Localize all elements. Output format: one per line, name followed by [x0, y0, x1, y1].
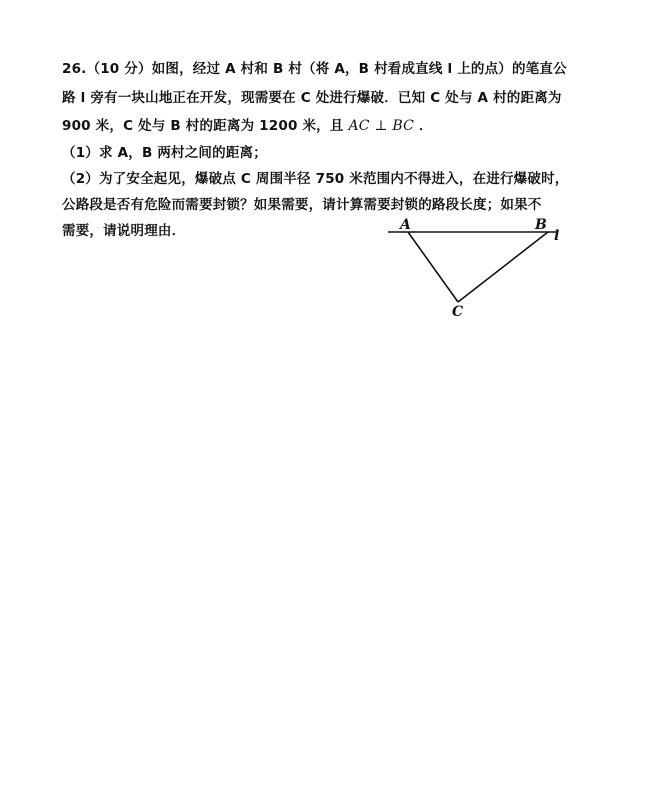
- question-2-line-1: （2）为了安全起见，爆破点 C 周围半径 750 米范围内不得进入，在进行爆破时，: [62, 171, 569, 187]
- problem-line-3-end: ．: [418, 118, 433, 134]
- problem-line-3: [62, 117, 433, 135]
- segment-bc: [458, 232, 548, 302]
- problem-line-3-text: 900 米，C 处与 B 村的距离为 1200 米，且: [62, 118, 344, 134]
- question-2-line-3: 需要，请说明理由．: [62, 223, 186, 239]
- label-a: A: [400, 217, 411, 233]
- question-1: （1）求 A，B 两村之间的距离；: [62, 145, 267, 161]
- segment-ac: [408, 232, 458, 302]
- label-c: C: [452, 304, 464, 320]
- label-l: l: [554, 228, 560, 244]
- triangle-figure: [380, 212, 580, 322]
- question-2-line-2: 公路段是否有危险而需要封锁？如果需要，请计算需要封锁的路段长度；如果不: [62, 197, 542, 213]
- perpendicular-condition: AC ⊥ BC: [348, 118, 415, 134]
- problem-line-2: 路 l 旁有一块山地正在开发，现需要在 C 处进行爆破．已知 C 处与 A 村的距离为: [62, 90, 562, 106]
- label-b: B: [535, 217, 547, 233]
- problem-line-1: 26.（10 分）如图，经过 A 村和 B 村（将 A，B 村看成直线 l 上的点）的笔直公: [62, 61, 567, 77]
